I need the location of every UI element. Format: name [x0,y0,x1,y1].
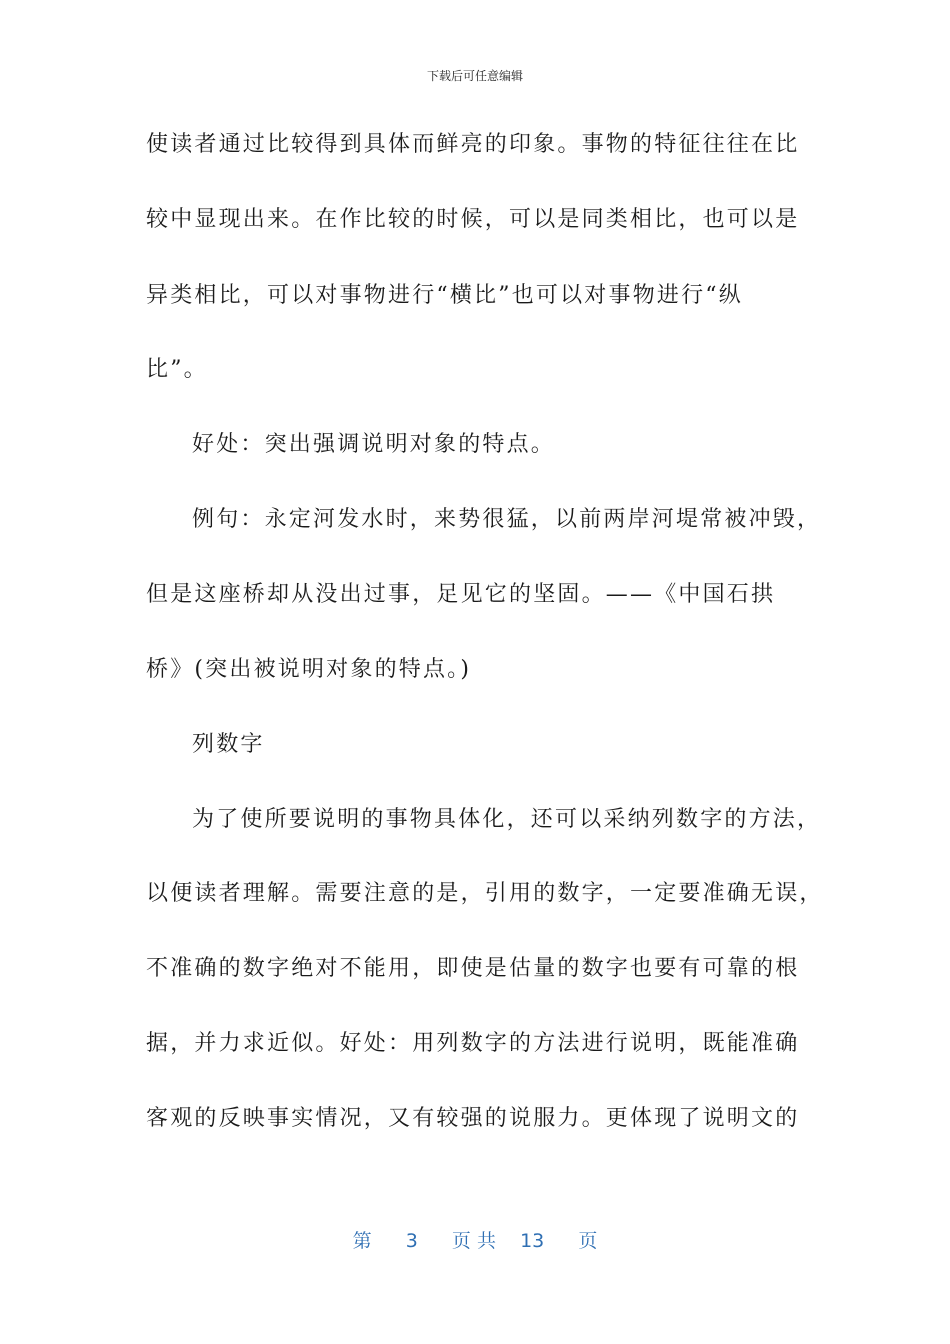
page-header: 下载后可任意编辑 [426,69,523,83]
footer-middle: 页 共 [451,1230,496,1252]
numbers-paragraph-line-4: 据，并力求近似。好处：用列数字的方法进行说明，既能准确 [146,1031,800,1056]
numbers-paragraph-line-5: 客观的反映事实情况，又有较强的说服力。更体现了说明文的 [146,1106,800,1131]
numbers-paragraph-line-3: 不准确的数字绝对不能用，即使是估量的数字也要有可靠的根 [146,956,800,981]
example-paragraph-line-1: 例句：永定河发水时，来势很猛，以前两岸河堤常被冲毁， [192,507,822,532]
numbers-paragraph-line-2: 以便读者理解。需要注意的是，引用的数字，一定要准确无误， [146,881,824,906]
page-footer [0,1226,950,1253]
body-line-4: 比”。 [146,357,208,382]
example-paragraph-line-2: 但是这座桥却从没出过事，足见它的坚固。——《中国石拱 [146,582,776,607]
footer-prefix: 第 [352,1230,372,1252]
advantage-paragraph: 好处：突出强调说明对象的特点。 [192,432,556,457]
example-paragraph-line-3: 桥》(突出被说明对象的特点。) [146,657,472,682]
footer-total-pages: 13 [520,1230,545,1252]
footer-suffix: 页 [578,1230,598,1252]
body-line-2: 较中显现出来。在作比较的时候，可以是同类相比，也可以是 [146,207,800,232]
body-line-3: 异类相比，可以对事物进行“横比”也可以对事物进行“纵 [146,283,743,308]
section-heading-list-numbers: 列数字 [192,732,265,757]
footer-current-page: 3 [405,1230,418,1252]
numbers-paragraph-line-1: 为了使所要说明的事物具体化，还可以采纳列数字的方法， [192,807,822,832]
body-line-1: 使读者通过比较得到具体而鲜亮的印象。事物的特征往往在比 [146,132,800,157]
